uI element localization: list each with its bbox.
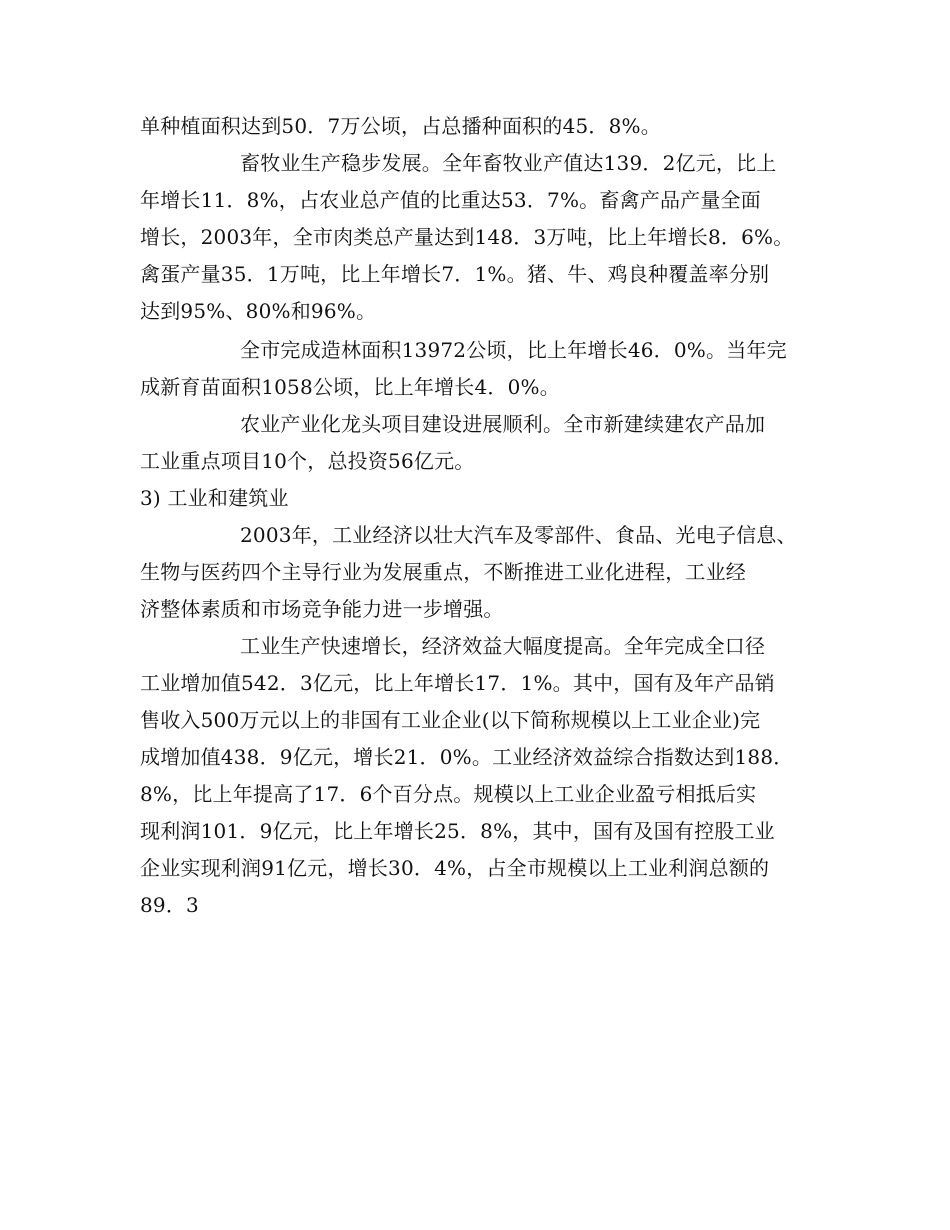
paragraph-line: 工业重点项目10个，总投资56亿元。 [140,449,475,473]
paragraph-line: 售收入500万元以上的非国有工业企业(以下简称规模以上工业企业)完 [140,708,761,732]
paragraph-line: 年增长11．8%，占农业总产值的比重达53．7%。畜禽产品产量全面 [140,188,761,212]
paragraph-line: 达到95%、80%和96%。 [140,299,377,323]
paragraph-line: 现利润101．9亿元，比上年增长25．8%，其中，国有及国有控股工业 [140,819,775,843]
paragraph-line: 全市完成造林面积13972公顷，比上年增长46．0%。当年完 [240,338,787,362]
paragraph-line: 8%，比上年提高了17．6个百分点。规模以上工业企业盈亏相抵后实 [140,782,757,806]
paragraph-line: 农业产业化龙头项目建设进展顺利。全市新建续建农产品加 [240,412,766,436]
paragraph-line: 生物与医药四个主导行业为发展重点，不断推进工业化进程，工业经 [140,560,746,584]
paragraph-line: 畜牧业生产稳步发展。全年畜牧业产值达139．2亿元，比上 [240,151,777,175]
paragraph-line: 工业生产快速增长，经济效益大幅度提高。全年完成全口径 [240,634,766,658]
paragraph-line: 增长，2003年，全市肉类总产量达到148．3万吨，比上年增长8．6%。 [140,225,794,249]
paragraph-line: 工业增加值542．3亿元，比上年增长17．1%。其中，国有及年产品销 [140,671,775,695]
paragraph-line: 成新育苗面积1058公顷，比上年增长4．0%。 [140,375,560,399]
paragraph-line: 单种植面积达到50．7万公顷，占总播种面积的45．8%。 [140,114,661,138]
paragraph-line: 成增加值438．9亿元，增长21．0%。工业经济效益综合指数达到188． [140,745,794,769]
paragraph-line: 2003年，工业经济以壮大汽车及零部件、食品、光电子信息、 [240,523,797,547]
paragraph-line: 89．3 [140,893,199,917]
paragraph-line: 企业实现利润91亿元，增长30．4%，占全市规模以上工业利润总额的 [140,856,770,880]
paragraph-line: 禽蛋产量35．1万吨，比上年增长7．1%。猪、牛、鸡良种覆盖率分别 [140,262,770,286]
section-heading: 3) 工业和建筑业 [140,486,289,510]
paragraph-line: 济整体素质和市场竞争能力进一步增强。 [140,597,504,621]
